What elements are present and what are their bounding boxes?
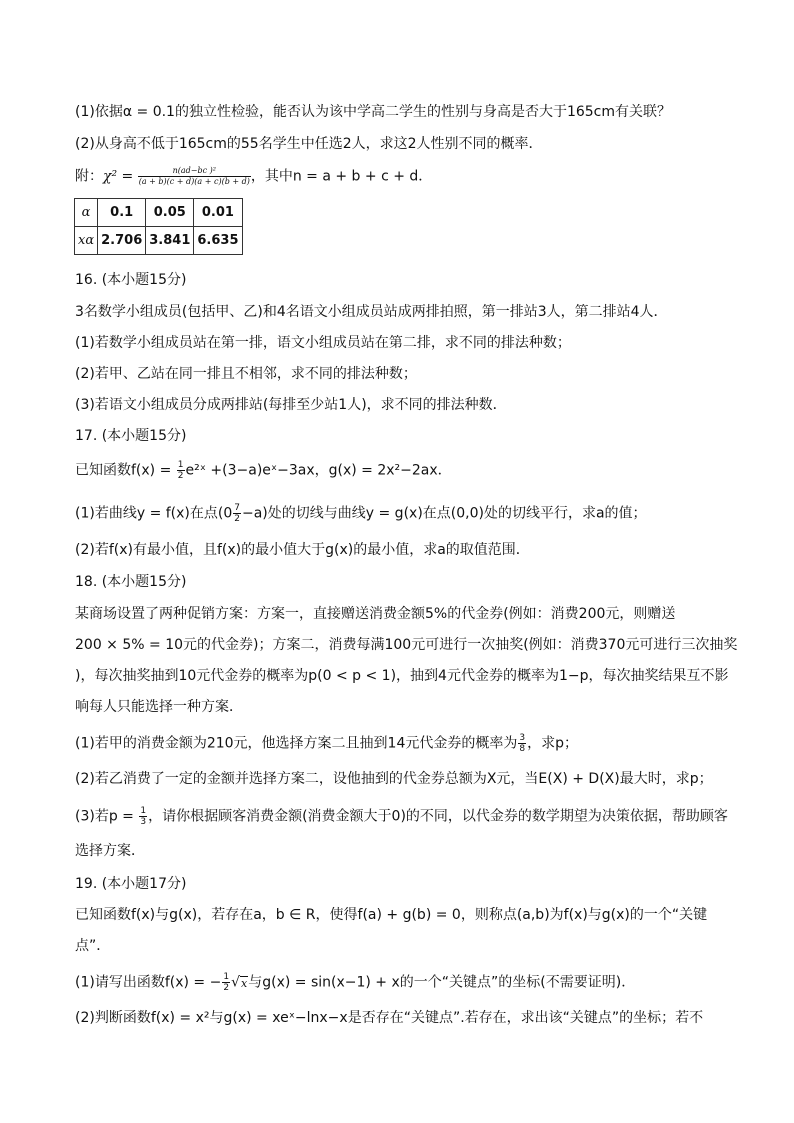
table-cell: 0.05 [146, 199, 194, 227]
problem18-question1 [75, 733, 578, 754]
fraction-numerator: 1 [177, 460, 184, 470]
appendix-prefix: 附： [75, 168, 103, 185]
q3-part-b: ，请你根据顾客消费金额(消费金额大于0)的不同，以代金券的数学期望为决策依据，帮助顾客 [148, 808, 728, 825]
fraction-denominator: 2 [177, 471, 184, 481]
problem18-line4: 响每人只能选择一种方案． [75, 699, 243, 715]
chi-fraction [138, 166, 251, 187]
chi-numerator: n(ad−bc )² [138, 166, 251, 177]
table-cell: 6.635 [194, 227, 242, 255]
one-third-fraction [139, 806, 147, 827]
q3-part-a: (3)若p = [75, 808, 139, 825]
q1-part-a: (1)若甲的消费金额为210元，他选择方案二且抽到14元代金券的概率为 [75, 735, 518, 752]
problem18-line3: )，每次抽奖抽到10元代金券的概率为p(0 < p < 1)，抽到4元代金券的概率为1−p，每次抽奖结果互不影 [75, 668, 729, 684]
problem19-question1 [75, 972, 635, 994]
three-eighths-fraction [518, 733, 526, 754]
fraction-denominator: 2 [223, 983, 230, 993]
problem18-heading: 18. (本小题15分) [75, 574, 187, 590]
critical-value-table [74, 198, 243, 255]
fraction-denominator: 3 [140, 817, 147, 827]
sqrt-sign: √ [231, 974, 240, 991]
table-cell: xα [75, 227, 98, 255]
half-fraction [177, 460, 185, 481]
problem15-question1: (1)依据α = 0.1的独立性检验，能否认为该中学高二学生的性别与身高是否大于165cm有关联？ [75, 104, 672, 120]
sqrt-radicand: x [241, 976, 248, 990]
q1-part-a: (1)请写出函数f(x) = − [75, 974, 222, 991]
problem18-question3 [75, 806, 728, 827]
table-cell: α [75, 199, 98, 227]
table-row [75, 199, 243, 227]
chi-tail: ，其中n = a + b + c + d． [250, 168, 433, 185]
problem16-stem: 3名数学小组成员(包括甲、乙)和4名语文小组成员站成两排拍照，第一排站3人，第二排站4人． [75, 304, 668, 320]
problem19-question2: (2)判断函数f(x) = x²与g(x) = xeˣ−lnx−x是否存在“关键点”.若存在，求出该“关键点”的坐标；若不 [75, 1010, 704, 1026]
problem15-question2: (2)从身高不低于165cm的55名学生中任选2人，求这2人性别不同的概率． [75, 136, 543, 152]
fraction-numerator: 7 [234, 503, 240, 513]
q1-part-b: −a)处的切线与曲线y = g(x)在点(0,0)处的切线平行，求a的值； [242, 505, 647, 522]
problem19-line2: 点”． [75, 938, 111, 954]
half-fraction [222, 972, 230, 993]
problem17-stem [75, 460, 452, 481]
problem19-line1: 已知函数f(x)与g(x)，若存在a，b ∈ R，使得f(a) + g(b) = 0，则称点(a,b)为f(x)与g(x)的一个“关键 [75, 907, 708, 923]
problem18-line2: 200 × 5% = 10元的代金券)；方案二，消费每满100元可进行一次抽奖(例如：消费370元可进行三次抽奖 [75, 637, 738, 653]
chi-denominator: (a + b)(c + d)(a + c)(b + d) [138, 177, 250, 186]
problem18-question2: (2)若乙消费了一定的金额并选择方案二，设他抽到的代金券总额为X元，当E(X) + D(X)最大时，求p； [75, 771, 713, 787]
fraction-numerator: 1 [140, 806, 147, 816]
q1-part-a: (1)若曲线y = f(x)在点(0 [75, 505, 233, 522]
chi-lhs: χ² = [103, 168, 134, 185]
problem17-question2: (2)若f(x)有最小值，且f(x)的最小值大于g(x)的最小值，求a的取值范围． [75, 542, 530, 558]
table-row [75, 227, 243, 255]
chi-square-formula [75, 166, 432, 187]
problem16-question1: (1)若数学小组成员站在第一排，语文小组成员站在第二排，求不同的排法种数； [75, 335, 571, 351]
problem18-question3-cont: 选择方案． [75, 843, 145, 859]
problem19-heading: 19. (本小题17分) [75, 876, 187, 892]
problem16-heading: 16. (本小题15分) [75, 272, 187, 288]
seven-halves-fraction [233, 503, 241, 524]
stem-part-a: 已知函数f(x) = [75, 462, 176, 479]
q1-part-b: 与g(x) = sin(x−1) + x的一个“关键点”的坐标(不需要证明)． [248, 974, 636, 991]
table-cell: 0.01 [194, 199, 242, 227]
fraction-denominator: 2 [234, 514, 240, 524]
problem17-question1 [75, 503, 647, 524]
fraction-denominator: 8 [519, 744, 526, 754]
stem-part-b: e²ˣ +(3−a)eˣ−3ax，g(x) = 2x²−2ax． [185, 462, 452, 479]
problem17-heading: 17. (本小题15分) [75, 428, 187, 444]
table-cell: 0.1 [98, 199, 146, 227]
table-cell: 3.841 [146, 227, 194, 255]
problem18-line1: 某商场设置了两种促销方案：方案一，直接赠送消费金额5%的代金券(例如：消费200元，则赠送 [75, 606, 676, 622]
problem16-question3: (3)若语文小组成员分成两排站(每排至少站1人)，求不同的排法种数． [75, 397, 507, 413]
fraction-numerator: 1 [223, 972, 230, 982]
fraction-numerator: 3 [519, 733, 526, 743]
table-cell: 2.706 [98, 227, 146, 255]
q1-part-b: ，求p； [527, 735, 578, 752]
problem16-question2: (2)若甲、乙站在同一排且不相邻，求不同的排法种数； [75, 366, 417, 382]
